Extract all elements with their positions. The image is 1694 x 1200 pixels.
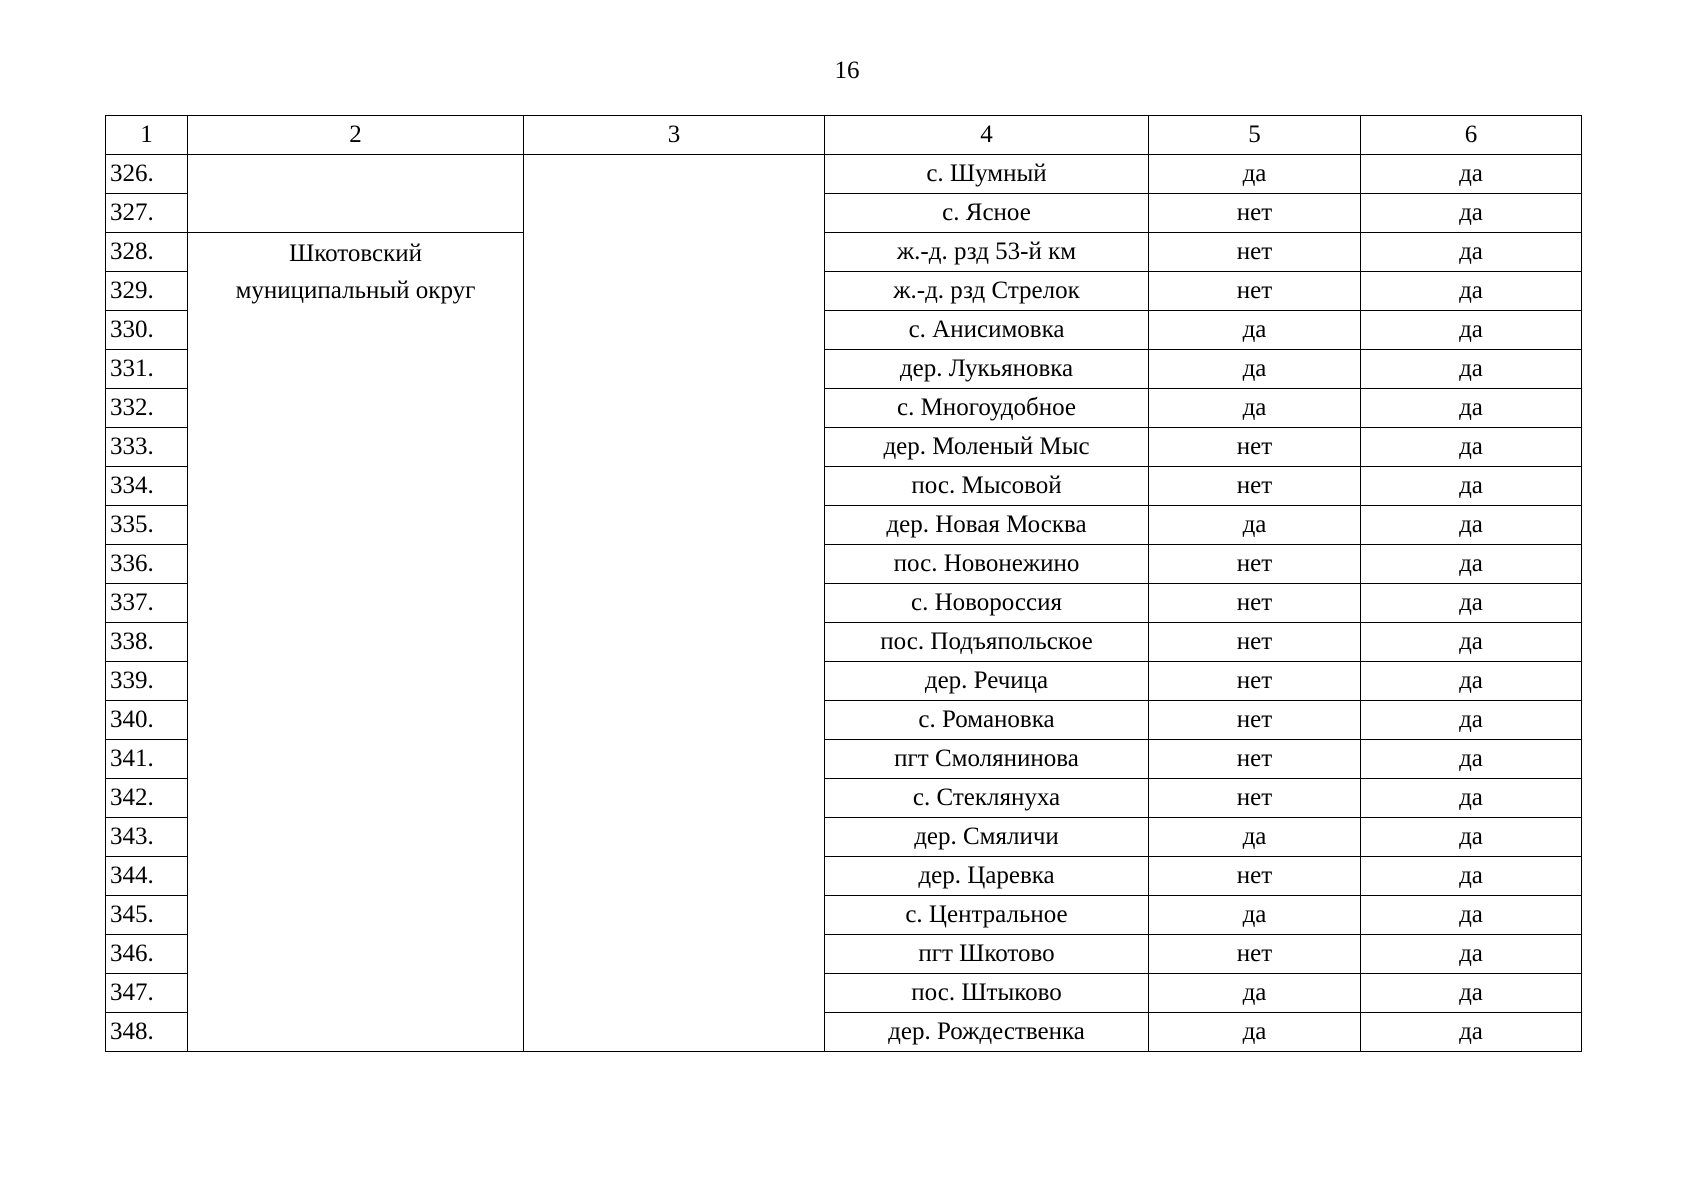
row-number: 329. bbox=[106, 272, 188, 311]
settlement-name: ж.-д. рзд 53-й км bbox=[825, 233, 1149, 272]
row-number: 348. bbox=[106, 1013, 188, 1052]
row-number: 334. bbox=[106, 467, 188, 506]
column-5-value: нет bbox=[1149, 233, 1361, 272]
settlement-name: с. Многоудобное bbox=[825, 389, 1149, 428]
header-cell-4: 4 bbox=[825, 116, 1149, 155]
row-number: 326. bbox=[106, 155, 188, 194]
settlement-name: с. Стеклянуха bbox=[825, 779, 1149, 818]
row-number: 336. bbox=[106, 545, 188, 584]
column-5-value: нет bbox=[1149, 272, 1361, 311]
column-5-value: да bbox=[1149, 506, 1361, 545]
column-6-value: да bbox=[1361, 1013, 1582, 1052]
column-5-value: нет bbox=[1149, 584, 1361, 623]
row-number: 331. bbox=[106, 350, 188, 389]
settlement-name: дер. Царевка bbox=[825, 857, 1149, 896]
settlement-name: пос. Подъяпольское bbox=[825, 623, 1149, 662]
column-6-value: да bbox=[1361, 350, 1582, 389]
district-cell bbox=[188, 233, 524, 1052]
settlement-name: дер. Рождественка bbox=[825, 1013, 1149, 1052]
column-5-value: нет bbox=[1149, 857, 1361, 896]
district-name-line2: муниципальный округ bbox=[235, 277, 476, 304]
column-6-value: да bbox=[1361, 428, 1582, 467]
column-6-value: да bbox=[1361, 584, 1582, 623]
header-cell-3: 3 bbox=[524, 116, 825, 155]
settlement-name: пгт Смолянинова bbox=[825, 740, 1149, 779]
row-number: 327. bbox=[106, 194, 188, 233]
column-5-value: да bbox=[1149, 818, 1361, 857]
settlement-name: ж.-д. рзд Стрелок bbox=[825, 272, 1149, 311]
column-5-value: нет bbox=[1149, 467, 1361, 506]
header-cell-2: 2 bbox=[188, 116, 524, 155]
header-cell-5: 5 bbox=[1149, 116, 1361, 155]
row-number: 338. bbox=[106, 623, 188, 662]
column-6-value: да bbox=[1361, 389, 1582, 428]
column-5-value: нет bbox=[1149, 623, 1361, 662]
column-6-value: да bbox=[1361, 935, 1582, 974]
settlement-name: дер. Речица bbox=[825, 662, 1149, 701]
settlement-name: с. Анисимовка bbox=[825, 311, 1149, 350]
row-number: 345. bbox=[106, 896, 188, 935]
district-name-line1: Шкотовский bbox=[288, 240, 423, 267]
row-number: 346. bbox=[106, 935, 188, 974]
settlement-name: с. Ясное bbox=[825, 194, 1149, 233]
settlement-name: дер. Лукьяновка bbox=[825, 350, 1149, 389]
column-6-value: да bbox=[1361, 233, 1582, 272]
column-6-value: да bbox=[1361, 701, 1582, 740]
row-number: 332. bbox=[106, 389, 188, 428]
settlement-name: с. Новороссия bbox=[825, 584, 1149, 623]
row-number: 347. bbox=[106, 974, 188, 1013]
page-number: 16 bbox=[834, 57, 860, 84]
column-5-value: да bbox=[1149, 311, 1361, 350]
column-6-value: да bbox=[1361, 974, 1582, 1013]
column-5-value: нет bbox=[1149, 701, 1361, 740]
column-6-value: да bbox=[1361, 545, 1582, 584]
row-number: 335. bbox=[106, 506, 188, 545]
table-row bbox=[106, 233, 1582, 272]
column-5-value: нет bbox=[1149, 428, 1361, 467]
column-5-value: да bbox=[1149, 389, 1361, 428]
row-number: 333. bbox=[106, 428, 188, 467]
row-number: 342. bbox=[106, 779, 188, 818]
settlement-name: пос. Штыково bbox=[825, 974, 1149, 1013]
column-5-value: да bbox=[1149, 974, 1361, 1013]
row-number: 330. bbox=[106, 311, 188, 350]
column-5-value: да bbox=[1149, 1013, 1361, 1052]
column-3-cell bbox=[524, 155, 825, 1052]
column-6-value: да bbox=[1361, 896, 1582, 935]
settlement-name: дер. Моленый Мыс bbox=[825, 428, 1149, 467]
column-5-value: да bbox=[1149, 155, 1361, 194]
column-6-value: да bbox=[1361, 779, 1582, 818]
header-row bbox=[106, 116, 1582, 155]
header-cell-6: 6 bbox=[1361, 116, 1582, 155]
settlement-name: с. Центральное bbox=[825, 896, 1149, 935]
column-5-value: нет bbox=[1149, 935, 1361, 974]
column-6-value: да bbox=[1361, 272, 1582, 311]
settlement-name: дер. Смяличи bbox=[825, 818, 1149, 857]
settlement-name: пгт Шкотово bbox=[825, 935, 1149, 974]
column-5-value: нет bbox=[1149, 194, 1361, 233]
column-6-value: да bbox=[1361, 857, 1582, 896]
column-5-value: нет bbox=[1149, 779, 1361, 818]
settlement-name: пос. Мысовой bbox=[825, 467, 1149, 506]
row-number: 339. bbox=[106, 662, 188, 701]
column-6-value: да bbox=[1361, 194, 1582, 233]
column-6-value: да bbox=[1361, 155, 1582, 194]
column-6-value: да bbox=[1361, 311, 1582, 350]
row-number: 340. bbox=[106, 701, 188, 740]
column-5-value: нет bbox=[1149, 545, 1361, 584]
table-row bbox=[106, 155, 1582, 194]
district-cell-previous bbox=[188, 155, 524, 233]
row-number: 344. bbox=[106, 857, 188, 896]
column-6-value: да bbox=[1361, 467, 1582, 506]
column-6-value: да bbox=[1361, 506, 1582, 545]
settlement-name: с. Шумный bbox=[825, 155, 1149, 194]
column-6-value: да bbox=[1361, 623, 1582, 662]
settlement-name: пос. Новонежино bbox=[825, 545, 1149, 584]
settlement-name: с. Романовка bbox=[825, 701, 1149, 740]
row-number: 343. bbox=[106, 818, 188, 857]
row-number: 328. bbox=[106, 233, 188, 272]
column-5-value: да bbox=[1149, 350, 1361, 389]
settlement-name: дер. Новая Москва bbox=[825, 506, 1149, 545]
settlements-table bbox=[105, 115, 1582, 1052]
column-6-value: да bbox=[1361, 740, 1582, 779]
table-body bbox=[106, 116, 1582, 1052]
column-5-value: нет bbox=[1149, 662, 1361, 701]
column-6-value: да bbox=[1361, 662, 1582, 701]
row-number: 341. bbox=[106, 740, 188, 779]
column-5-value: да bbox=[1149, 896, 1361, 935]
header-cell-1: 1 bbox=[106, 116, 188, 155]
column-6-value: да bbox=[1361, 818, 1582, 857]
column-5-value: нет bbox=[1149, 740, 1361, 779]
row-number: 337. bbox=[106, 584, 188, 623]
